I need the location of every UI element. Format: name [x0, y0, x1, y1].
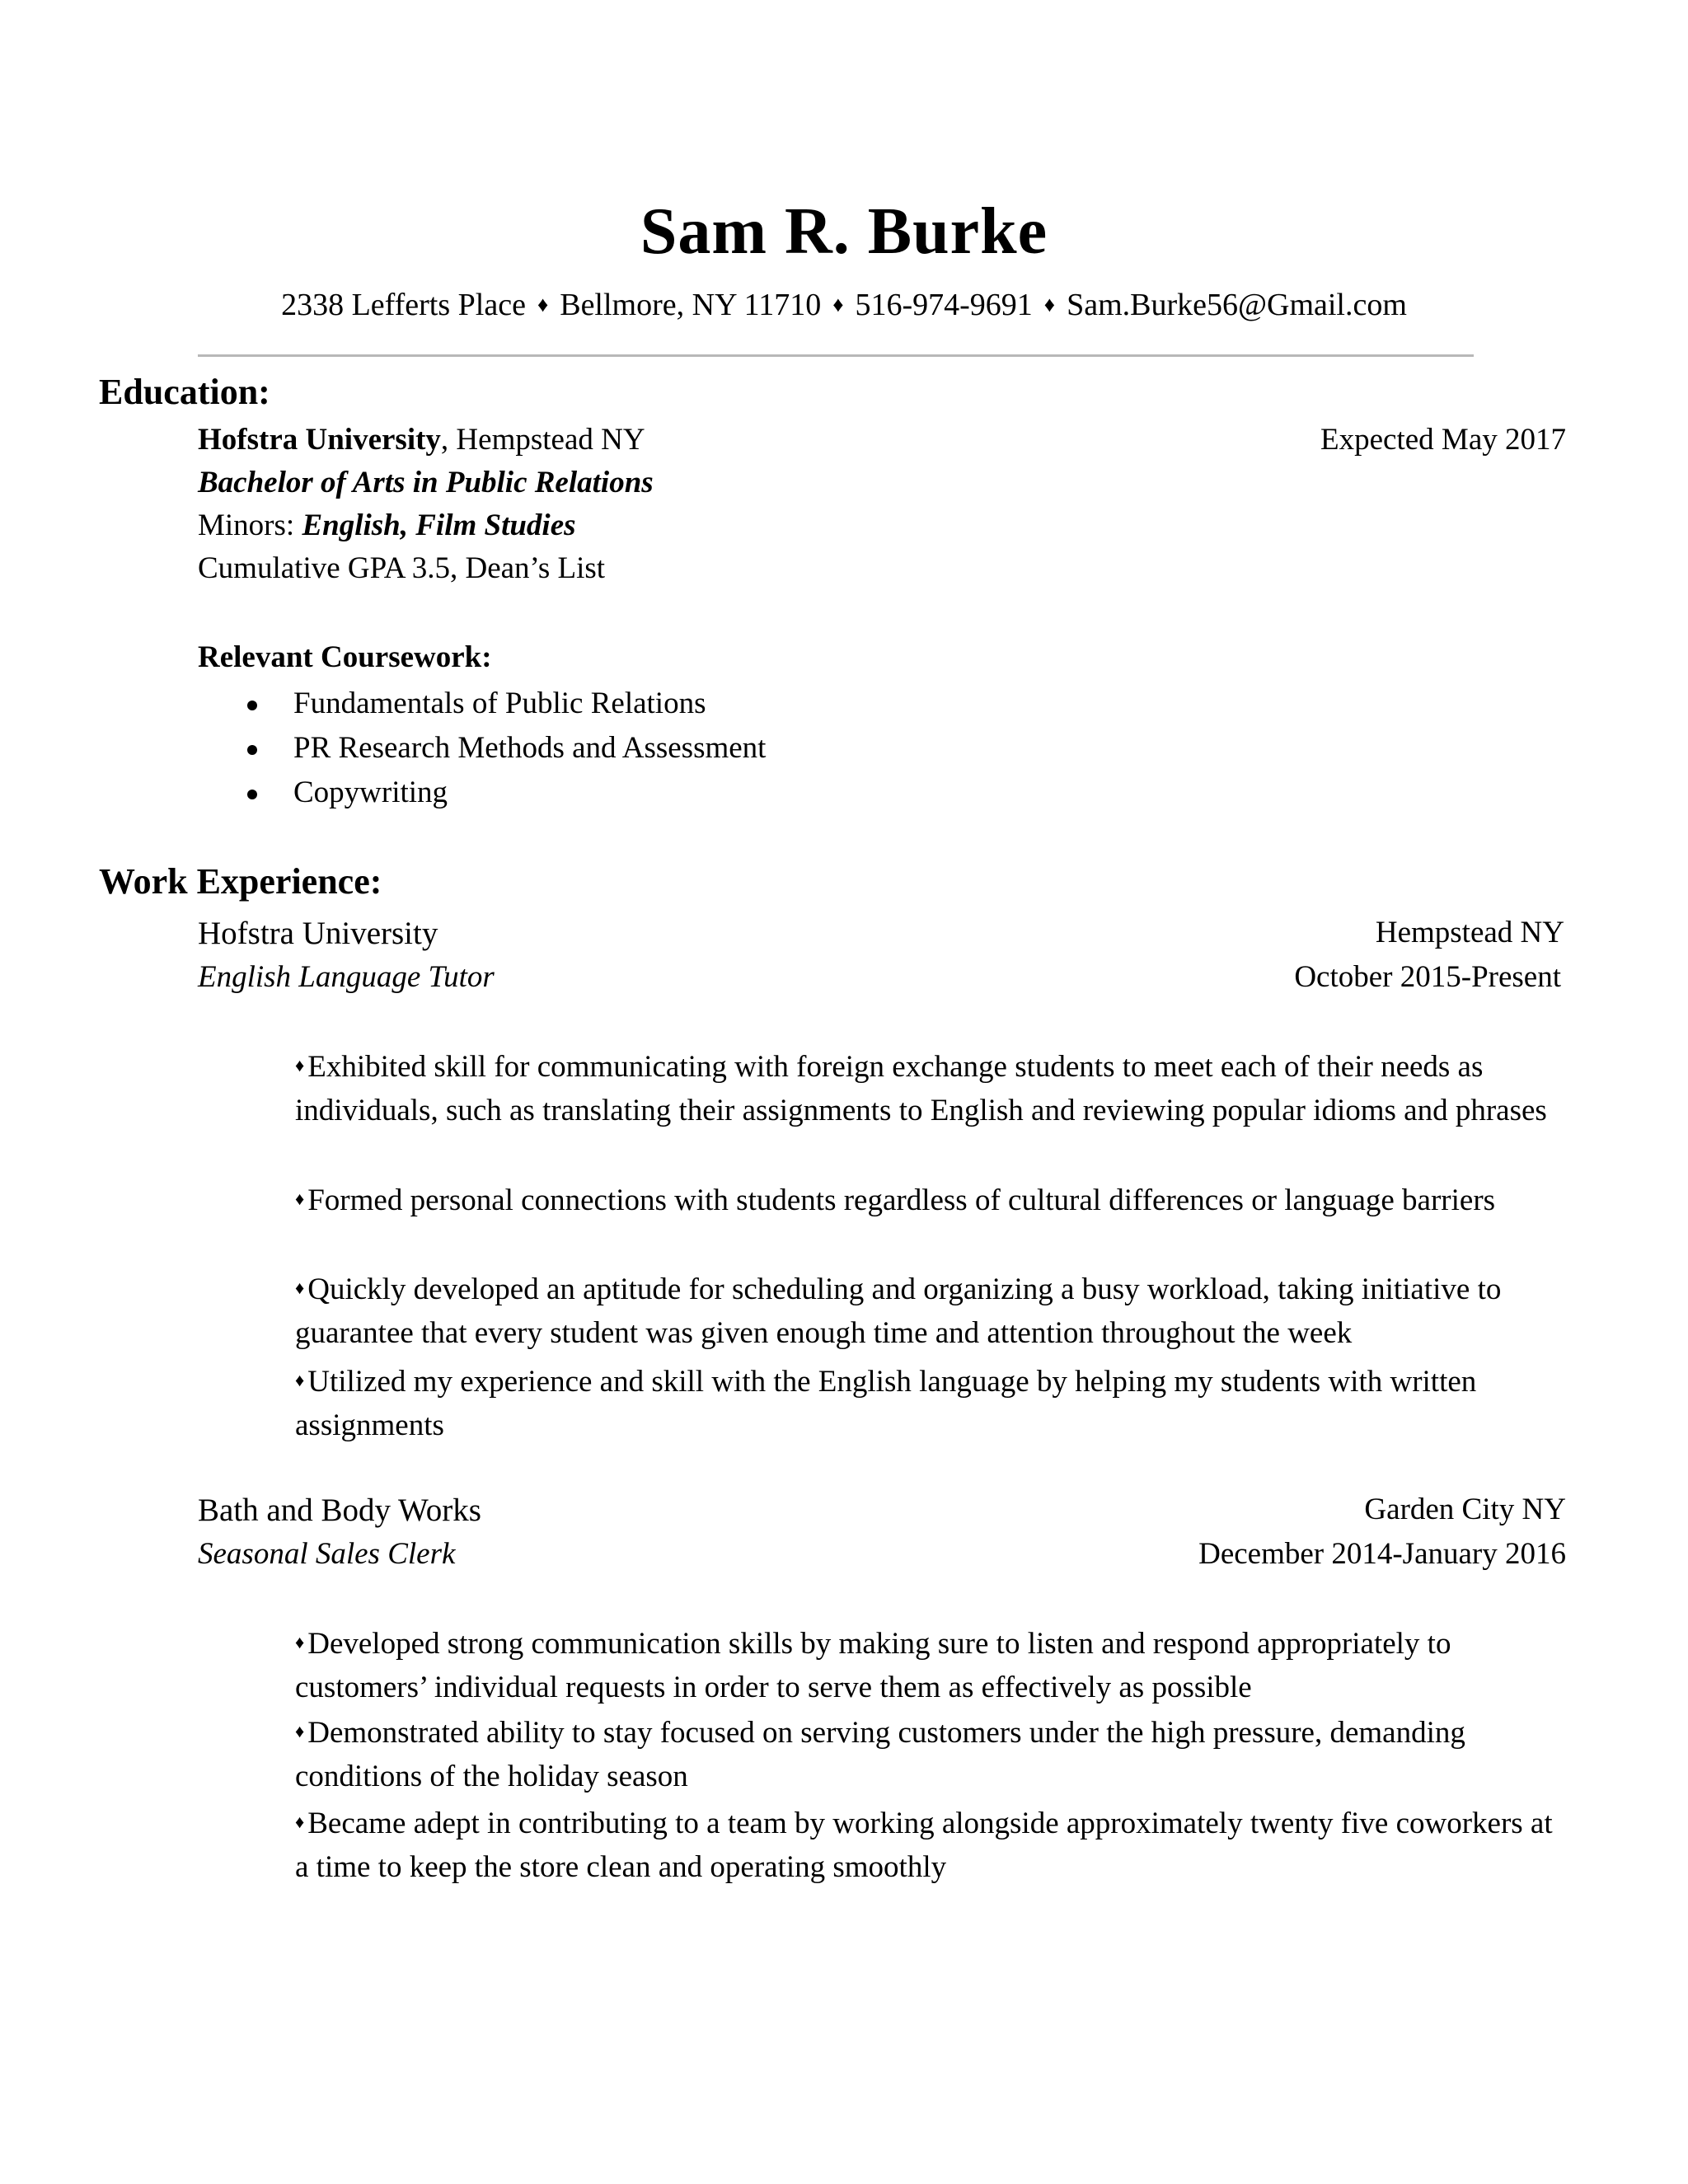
diamond-separator-icon: ♦ [537, 293, 549, 316]
diamond-bullet-icon: ♦ [295, 1055, 305, 1076]
resume-page: Sam R. Burke 2338 Lefferts Place ♦ Bellmore, NY 11710 ♦ 516-974-9691 ♦ Sam.Burke56@Gmail.com Education: Hofstra University, Hempstead NY Expected May 2017 Bachelor of Arts in Public Relations Minors: English, Film Studies Cumulative GPA 3.5, Dean’s List Relevant Coursework: Fundamentals of Public Relations PR Research Methods and Assessment Copywriting Work Experience: Hofstra University Hempstead NY English Language Tutor October 2015-Present ♦ Exhibited skill for communicating with foreign exchange students to meet each of their needs as individuals, such as translating their assignments to English and reviewing popular idioms and phrases ♦ Formed personal connections with students regardless of cultural differences or language barriers ♦ Quickly developed an aptitude for scheduling and organizing a busy workload, taking initiative to guarantee that every student was given enough time and attention throughout the week ♦ Utilized my experience and skill with the English language by helping my students with written assignments Bath and Body Works Garden City NY Seasonal Sales Clerk December 2014-January 2016 ♦ Developed strong communication skills by making sure to listen and respond appropriately to customers’ individual requests in order to serve them as effectively as possible ♦ Demonstrated ability to stay focused on serving customers under the high pressure, demanding conditions of the holiday season ♦ Became adept in contributing to a team by working alongside approximately twenty five coworkers at a time to keep the store clean and operating smoothly [0, 0, 1688, 2184]
education-school-line [198, 422, 645, 457]
diamond-bullet-icon: ♦ [295, 1632, 305, 1652]
education-degree: Bachelor of Arts in Public Relations [198, 466, 654, 499]
education-minors-label: Minors: [198, 509, 295, 542]
diamond-bullet-icon: ♦ [295, 1277, 305, 1298]
job-bullet: ♦ Quickly developed an aptitude for scheduling and organizing a busy workload, taking initiative to guarantee that every student was given enough time and attention throughout the week [295, 1266, 1564, 1355]
job-bullet: ♦ Developed strong communication skills by making sure to listen and respond appropriately to customers’ individual requests in order to serve them as effectively as possible [295, 1620, 1564, 1709]
job-employer: Hofstra University [198, 916, 438, 951]
resume-name: Sam R. Burke [640, 195, 1048, 268]
diamond-bullet-icon: ♦ [295, 1721, 305, 1741]
bullet-dot-icon [247, 701, 257, 710]
diamond-bullet-icon: ♦ [295, 1370, 305, 1390]
diamond-bullet-icon: ♦ [295, 1811, 305, 1832]
diamond-separator-icon: ♦ [832, 293, 844, 316]
education-school-location: , Hempstead NY [440, 423, 645, 457]
header-divider [198, 354, 1474, 357]
education-school: Hofstra University [198, 423, 441, 457]
contact-line [0, 287, 1688, 323]
bullet-dot-icon [247, 745, 257, 755]
job-bullet: ♦ Utilized my experience and skill with the English language by helping my students with written assignments [295, 1358, 1564, 1447]
job-title: Seasonal Sales Clerk [198, 1537, 456, 1571]
education-minors: English, Film Studies [302, 509, 576, 542]
education-date: Expected May 2017 [1320, 423, 1566, 457]
job-bullet: ♦ Became adept in contributing to a team by working alongside approximately twenty five coworkers at a time to keep the store clean and operating smoothly [295, 1800, 1564, 1889]
education-minors-line [198, 508, 576, 543]
contact-address: 2338 Lefferts Place [281, 288, 526, 322]
bullet-dot-icon [247, 790, 257, 799]
job-bullet: ♦ Exhibited skill for communicating with foreign exchange students to meet each of their needs as individuals, such as translating their assignments to English and reviewing popular idioms and phrases [295, 1043, 1564, 1132]
job-bullet: ♦ Formed personal connections with students regardless of cultural differences or language barriers [295, 1177, 1564, 1222]
job-title: English Language Tutor [198, 960, 495, 994]
work-heading: Work Experience: [99, 861, 382, 902]
contact-city: Bellmore, NY 11710 [560, 288, 822, 322]
contact-email: Sam.Burke56@Gmail.com [1067, 288, 1407, 322]
education-gpa: Cumulative GPA 3.5, Dean’s List [198, 551, 606, 585]
job-location: Hempstead NY [1375, 916, 1564, 949]
education-heading: Education: [99, 372, 270, 412]
job-bullet: ♦ Demonstrated ability to stay focused on serving customers under the high pressure, demanding conditions of the holiday season [295, 1709, 1564, 1798]
diamond-bullet-icon: ♦ [295, 1188, 305, 1209]
contact-phone: 516-974-9691 [855, 288, 1033, 322]
job-dates: December 2014-January 2016 [1198, 1537, 1566, 1571]
job-dates: October 2015-Present [1294, 960, 1561, 994]
job-location: Garden City NY [1364, 1493, 1566, 1526]
coursework-heading: Relevant Coursework: [198, 640, 492, 674]
diamond-separator-icon: ♦ [1043, 293, 1056, 316]
job-employer: Bath and Body Works [198, 1493, 481, 1528]
